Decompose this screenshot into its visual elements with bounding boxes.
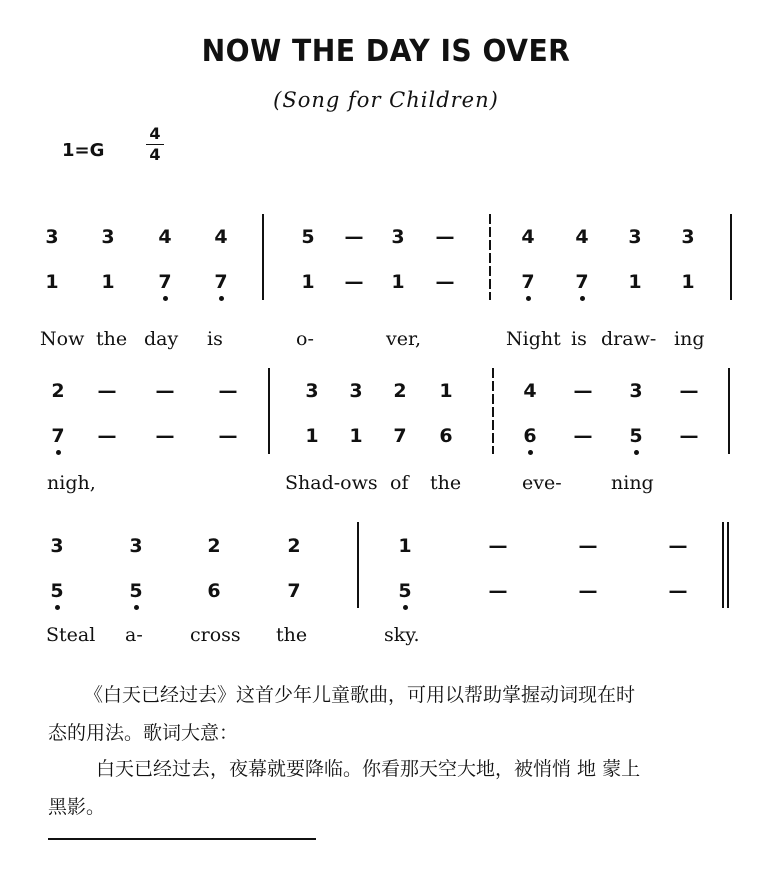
lower-note: — (679, 425, 699, 447)
upper-note: — (578, 535, 598, 557)
upper-note: 3 (129, 535, 143, 557)
bar-line (728, 368, 730, 454)
lyric-word: nigh, (47, 472, 96, 494)
upper-note: 3 (628, 226, 642, 248)
upper-note: — (679, 380, 699, 402)
upper-note: — (344, 226, 364, 248)
lyric-word: a- (125, 624, 143, 646)
lyric-word: Night (506, 328, 561, 350)
song-title: NOW THE DAY IS OVER (201, 34, 571, 69)
lower-note: 1 (101, 271, 115, 293)
low-octave-dot (55, 605, 60, 610)
lower-note: 7 (214, 271, 228, 293)
bar-line (492, 368, 494, 454)
lower-note: 1 (45, 271, 59, 293)
bar-line (262, 214, 264, 300)
upper-note: 4 (575, 226, 589, 248)
upper-note: 3 (349, 380, 363, 402)
lyric-word: ning (611, 472, 654, 494)
upper-note: 2 (207, 535, 221, 557)
lower-note: 6 (207, 580, 221, 602)
lyric-word: the (430, 472, 462, 494)
lower-note: 1 (305, 425, 319, 447)
lyric-word: draw- (601, 328, 657, 350)
bar-line (730, 214, 732, 300)
lower-note: 7 (51, 425, 65, 447)
low-octave-dot (56, 450, 61, 455)
upper-note: 3 (391, 226, 405, 248)
lower-note: — (344, 271, 364, 293)
low-octave-dot (163, 296, 168, 301)
lyric-word: cross (190, 624, 241, 646)
lower-note: 7 (521, 271, 535, 293)
key-signature: 1=G (62, 140, 105, 161)
lyric-word: ing (674, 328, 705, 350)
lower-note: 7 (158, 271, 172, 293)
low-octave-dot (134, 605, 139, 610)
upper-note: 4 (521, 226, 535, 248)
lower-note: — (573, 425, 593, 447)
lyric-word: day (144, 328, 179, 350)
lower-note: — (218, 425, 238, 447)
upper-note: 3 (50, 535, 64, 557)
lyrics-meaning-line-1: 白天已经过去，夜幕就要降临。你看那天空大地，被悄悄 地 蒙上 (96, 758, 641, 780)
description-line-1: 《白天已经过去》这首少年儿童歌曲，可用以帮助掌握动词现在时 (84, 684, 636, 706)
time-signature (146, 124, 164, 165)
low-octave-dot (526, 296, 531, 301)
upper-note: 4 (214, 226, 228, 248)
lyric-word: eve- (522, 472, 562, 494)
lyric-word: the (96, 328, 128, 350)
song-subtitle: (Song for Children) (273, 88, 499, 112)
upper-note: 2 (393, 380, 407, 402)
upper-note: 3 (681, 226, 695, 248)
upper-note: — (218, 380, 238, 402)
upper-note: 3 (101, 226, 115, 248)
upper-note: 3 (45, 226, 59, 248)
lyric-word: the (276, 624, 308, 646)
lower-note: 5 (129, 580, 143, 602)
lower-note: — (435, 271, 455, 293)
low-octave-dot (580, 296, 585, 301)
lyric-word: Shad-ows (285, 472, 378, 494)
upper-note: 4 (158, 226, 172, 248)
upper-note: 2 (287, 535, 301, 557)
upper-note: 5 (301, 226, 315, 248)
lower-note: 5 (398, 580, 412, 602)
upper-note: — (573, 380, 593, 402)
lyric-word: Now (40, 328, 85, 350)
lower-note: 6 (523, 425, 537, 447)
bar-line (357, 522, 359, 608)
lower-note: 7 (287, 580, 301, 602)
lower-note: 5 (629, 425, 643, 447)
low-octave-dot (219, 296, 224, 301)
upper-note: — (668, 535, 688, 557)
upper-note: — (488, 535, 508, 557)
lower-note: — (488, 580, 508, 602)
lower-note: 1 (301, 271, 315, 293)
lower-note: — (578, 580, 598, 602)
upper-note: — (97, 380, 117, 402)
time-signature-bottom: 4 (149, 145, 161, 164)
upper-note: — (435, 226, 455, 248)
lyric-word: is (207, 328, 223, 350)
footnote-rule (48, 838, 316, 840)
bar-line (722, 522, 724, 608)
lyric-word: sky. (384, 624, 420, 646)
lower-note: 6 (439, 425, 453, 447)
lyric-word: is (571, 328, 587, 350)
upper-note: 1 (439, 380, 453, 402)
lyric-word: Steal (46, 624, 96, 646)
bar-line (268, 368, 270, 454)
lower-note: 7 (575, 271, 589, 293)
lower-note: — (97, 425, 117, 447)
lower-note: — (668, 580, 688, 602)
bar-line (727, 522, 729, 608)
upper-note: 3 (629, 380, 643, 402)
lyric-word: ver, (386, 328, 422, 350)
lyrics-meaning-line-2: 黑影。 (48, 796, 106, 818)
lower-note: 1 (681, 271, 695, 293)
upper-note: — (155, 380, 175, 402)
upper-note: 4 (523, 380, 537, 402)
lower-note: — (155, 425, 175, 447)
low-octave-dot (403, 605, 408, 610)
lower-note: 5 (50, 580, 64, 602)
lower-note: 7 (393, 425, 407, 447)
bar-line (489, 214, 491, 300)
upper-note: 1 (398, 535, 412, 557)
lower-note: 1 (628, 271, 642, 293)
upper-note: 3 (305, 380, 319, 402)
lower-note: 1 (391, 271, 405, 293)
time-signature-top: 4 (149, 124, 161, 143)
description-line-2: 态的用法。歌词大意： (48, 722, 239, 744)
lower-note: 1 (349, 425, 363, 447)
lyric-word: of (390, 472, 409, 494)
low-octave-dot (528, 450, 533, 455)
lyric-word: o- (296, 328, 314, 350)
low-octave-dot (634, 450, 639, 455)
upper-note: 2 (51, 380, 65, 402)
